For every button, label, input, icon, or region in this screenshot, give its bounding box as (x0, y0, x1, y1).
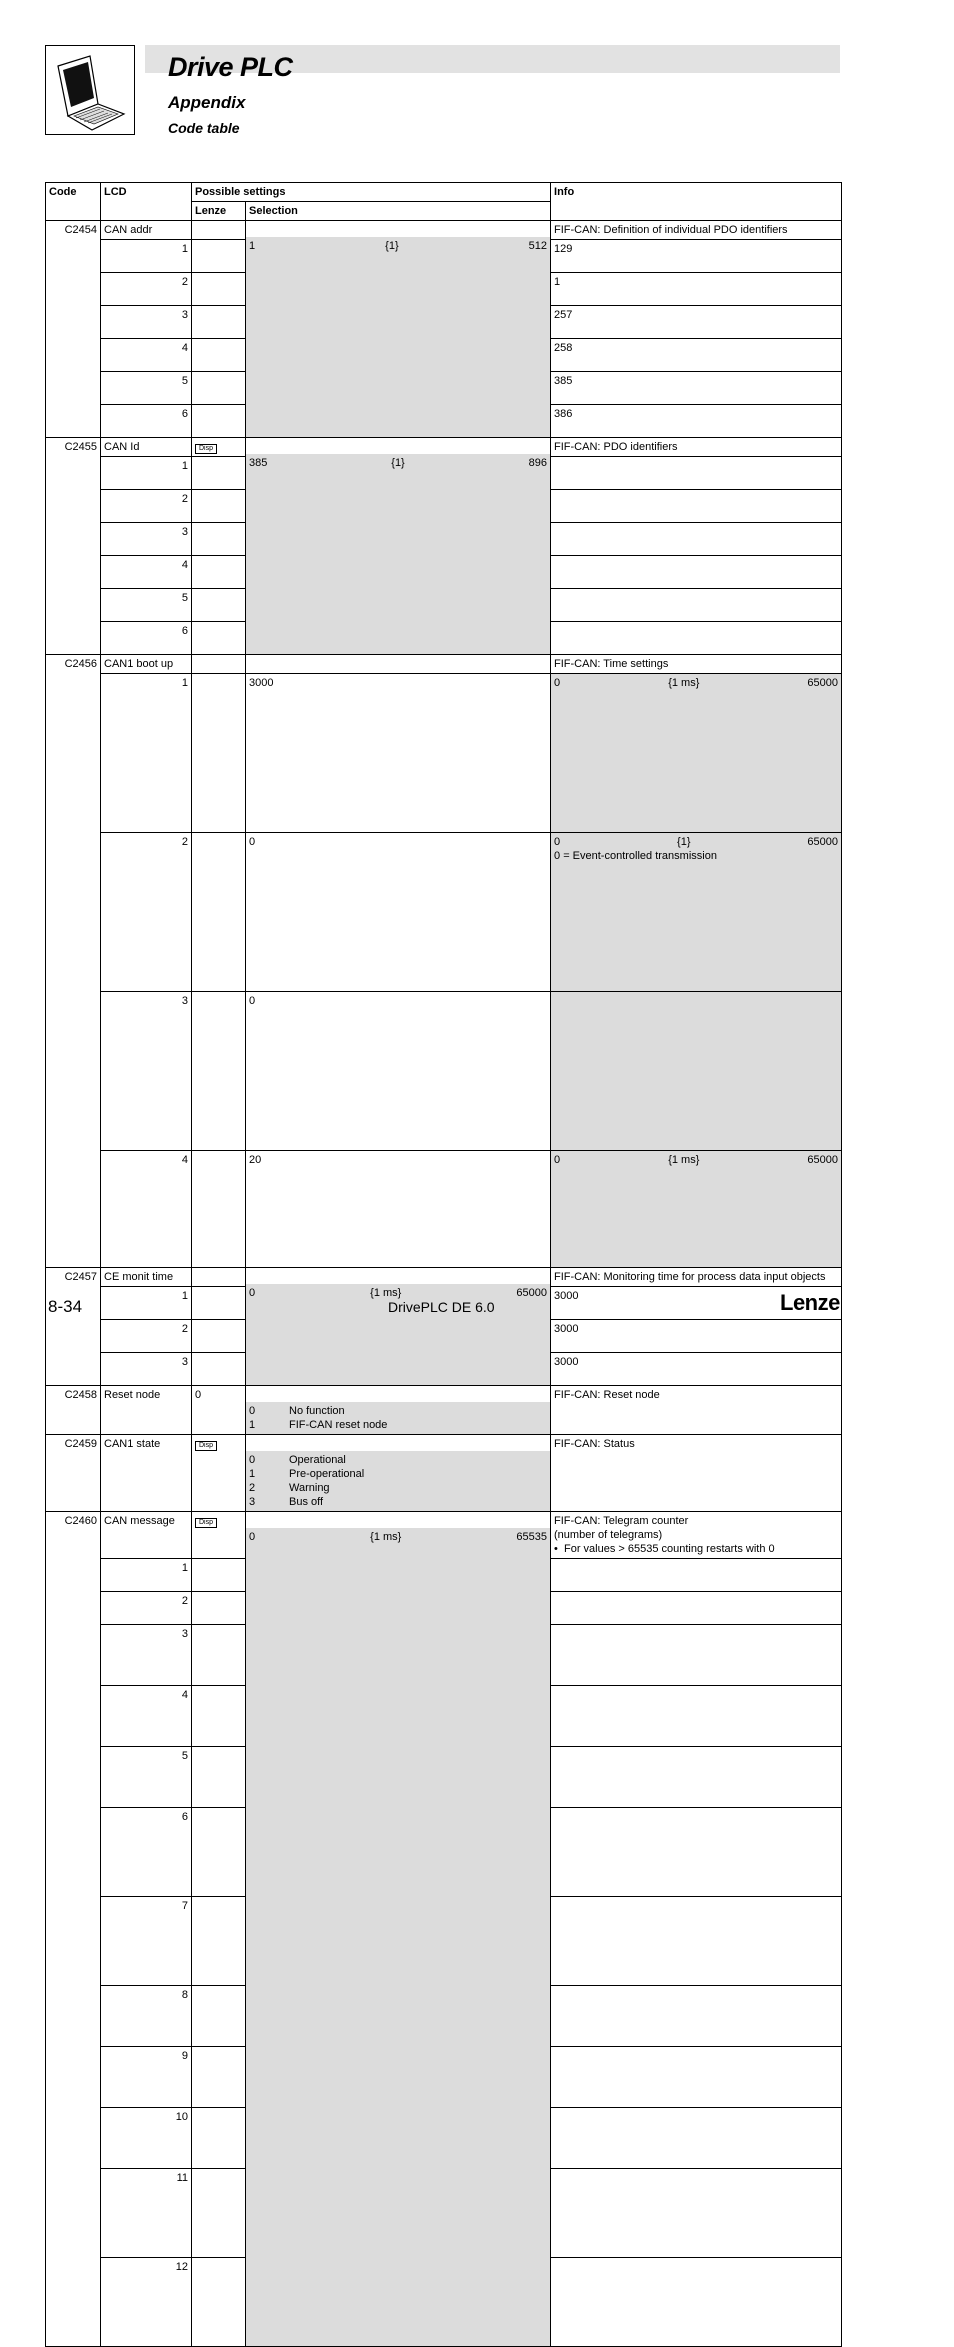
subcode-lenze (551, 1808, 842, 1897)
subcode-lcd (192, 2169, 246, 2258)
subcode-selection (551, 674, 842, 833)
subcode-index: 9 (101, 2047, 192, 2108)
subcode-lenze (551, 2169, 842, 2258)
info-cell (551, 1268, 842, 1287)
range-max: 65000 (807, 836, 839, 848)
lcd-cell: CE monit time (101, 1268, 192, 1287)
selection-cell (246, 438, 551, 655)
option-value: 3 (249, 1496, 256, 1508)
subcode-lcd (192, 1808, 246, 1897)
subcode-lcd (192, 1353, 246, 1386)
subcode-lenze: 385 (551, 372, 842, 405)
subcode-lcd (192, 1287, 246, 1320)
option-label: FIF-CAN reset node (289, 1419, 388, 1431)
selection-cell (246, 1435, 551, 1512)
header-selection: Selection (246, 202, 551, 221)
code-cell: C2456 (46, 655, 101, 1268)
selection-option (249, 1467, 547, 1481)
selection-option (249, 1418, 547, 1432)
selection-range (554, 676, 838, 690)
code-cell: C2455 (46, 438, 101, 655)
subcode-lcd (192, 589, 246, 622)
subcode-lcd (192, 490, 246, 523)
selection-range (249, 1286, 547, 1300)
subcode-lenze: 0 (246, 833, 551, 992)
info-cell (551, 438, 842, 457)
table-header-row (46, 183, 842, 202)
option-value: 2 (249, 1482, 256, 1494)
subcode-index: 2 (101, 273, 192, 306)
code-row-c2459 (46, 1435, 842, 1512)
subcode-index: 3 (101, 992, 192, 1151)
option-value: 1 (249, 1419, 256, 1431)
selection-option (249, 1495, 547, 1509)
option-value: 0 (249, 1405, 256, 1417)
subcode-index: 11 (101, 2169, 192, 2258)
subcode-lenze (551, 622, 842, 655)
header-info: Info (551, 183, 842, 221)
subcode-lenze (551, 2258, 842, 2347)
range-step: {1} (677, 836, 691, 848)
info-text: FIF-CAN: Reset node (554, 1389, 660, 1401)
subcode-lenze (551, 1747, 842, 1808)
subcode-index: 10 (101, 2108, 192, 2169)
code-row-c2455 (46, 438, 842, 457)
subcode-index: 3 (101, 523, 192, 556)
subcode-index: 5 (101, 372, 192, 405)
subcode-index: 8 (101, 1986, 192, 2047)
subcode-index: 1 (101, 674, 192, 833)
subcode-lenze (551, 589, 842, 622)
info-cell (551, 1512, 842, 1559)
option-label: Operational (289, 1454, 346, 1466)
laptop-icon (45, 45, 135, 135)
subcode-lenze (551, 490, 842, 523)
subcode-index: 6 (101, 405, 192, 438)
subcode-lcd (192, 1897, 246, 1986)
disp-badge: Disp (195, 1441, 217, 1451)
selection-option (249, 1404, 547, 1418)
range-max: 896 (528, 457, 547, 469)
subcode-lcd (192, 674, 246, 833)
bullet-text: For values > 65535 counting restarts with 0 (563, 1543, 775, 1555)
info-text: FIF-CAN: Time settings (554, 658, 669, 670)
lcd-cell: CAN1 boot up (101, 655, 192, 674)
selection-shade (246, 237, 550, 255)
disp-badge: Disp (195, 444, 217, 454)
range-min: 0 (249, 1531, 256, 1543)
info-text: FIF-CAN: Telegram counter (554, 1515, 689, 1527)
subcode-lcd (192, 1592, 246, 1625)
subcode-lcd (192, 457, 246, 490)
option-value: 1 (249, 1468, 256, 1480)
subcode-lcd (192, 405, 246, 438)
subcode-lenze: 386 (551, 405, 842, 438)
range-min: 1 (249, 240, 256, 252)
subcode-index: 5 (101, 589, 192, 622)
document-title: Drive PLC (168, 52, 293, 82)
subcode-lcd (192, 622, 246, 655)
code-cell: C2458 (46, 1386, 101, 1435)
info-extra: (number of telegrams) (554, 1529, 663, 1541)
info-text: FIF-CAN: Status (554, 1438, 635, 1450)
lenze-cell (192, 1435, 246, 1512)
info-cell (551, 221, 842, 240)
subcode-index: 3 (101, 306, 192, 339)
range-min: 0 (554, 1154, 561, 1166)
subcode-lcd (192, 556, 246, 589)
subcode-index: 4 (101, 1686, 192, 1747)
lcd-cell: CAN addr (101, 221, 192, 240)
range-step: {1} (391, 457, 405, 469)
subsection-title: Code table (168, 120, 240, 136)
selection-cell (246, 1512, 551, 2347)
subcode-lcd (192, 1151, 246, 1268)
page-number: 8-34 (48, 1297, 83, 1316)
subcode-lenze: 0 (246, 992, 551, 1151)
selection-range (554, 1153, 838, 1167)
info-text: FIF-CAN: Monitoring time for process data input objects (554, 1271, 826, 1283)
subcode-lcd (192, 1320, 246, 1353)
code-row-c2458 (46, 1386, 842, 1435)
selection-option (249, 1453, 547, 1467)
subcode-lcd (192, 1559, 246, 1592)
selection-shade (246, 454, 550, 472)
subcode-index: 2 (101, 490, 192, 523)
code-cell: C2457 (46, 1268, 101, 1386)
lcd-cell: CAN Id (101, 438, 192, 457)
range-min: 385 (249, 457, 268, 469)
subcode-index: 1 (101, 457, 192, 490)
selection-range (249, 456, 547, 470)
subcode-index: 3 (101, 1353, 192, 1386)
subcode-lenze (551, 1625, 842, 1686)
subcode-index: 5 (101, 1747, 192, 1808)
subcode-lcd (192, 1686, 246, 1747)
subcode-lenze (551, 1592, 842, 1625)
subcode-index: 4 (101, 339, 192, 372)
subcode-index: 7 (101, 1897, 192, 1986)
selection-cell (246, 655, 551, 674)
subcode-lenze: 3000 (551, 1320, 842, 1353)
lenze-cell (192, 438, 246, 457)
range-min: 0 (554, 836, 561, 848)
subcode-lcd (192, 273, 246, 306)
header-possible-settings: Possible settings (192, 183, 551, 202)
lenze-cell (192, 221, 246, 240)
selection-cell (246, 1268, 551, 1386)
range-step: {1 ms} (668, 677, 700, 689)
info-cell (551, 1386, 842, 1435)
subcode-lenze: 3000 (551, 1353, 842, 1386)
code-row-c2457 (46, 1268, 842, 1287)
subcode-lcd (192, 2047, 246, 2108)
subcode-lcd (192, 1986, 246, 2047)
subcode-lenze (551, 457, 842, 490)
option-label: Warning (289, 1482, 330, 1494)
selection-shade (246, 1528, 550, 1546)
header-lcd: LCD (101, 183, 192, 221)
subcode-index: 3 (101, 1625, 192, 1686)
subcode-index: 12 (101, 2258, 192, 2347)
selection-range (249, 239, 547, 253)
document-id: DrivePLC DE 6.0 (388, 1299, 495, 1315)
subcode-lenze: 20 (246, 1151, 551, 1268)
lenze-cell: 0 (192, 1386, 246, 1435)
range-max: 65000 (516, 1287, 547, 1299)
subcode-lenze (551, 2108, 842, 2169)
subcode-lcd (192, 523, 246, 556)
bullet-icon: • (554, 1543, 564, 1555)
subcode-lcd (192, 2108, 246, 2169)
code-row-c2454 (46, 221, 842, 240)
range-max: 512 (528, 240, 548, 252)
subcode-selection (551, 1151, 842, 1268)
subcode-lenze (551, 523, 842, 556)
subcode-lenze: 129 (551, 240, 842, 273)
subcode-index: 2 (101, 1592, 192, 1625)
range-step: {1 ms} (370, 1531, 402, 1543)
disp-badge: Disp (195, 1518, 217, 1528)
subcode-lenze (551, 1986, 842, 2047)
subcode-lenze: 3000 (246, 674, 551, 833)
lenze-cell (192, 655, 246, 674)
subcode-lenze (551, 1686, 842, 1747)
option-label: No function (289, 1405, 345, 1417)
subcode-row (46, 1151, 842, 1268)
range-step: {1 ms} (370, 1287, 402, 1299)
subcode-selection (551, 992, 842, 1151)
subcode-lcd (192, 992, 246, 1151)
header-lenze: Lenze (192, 202, 246, 221)
subcode-lcd (192, 833, 246, 992)
option-label: Pre-operational (289, 1468, 365, 1480)
subcode-index: 2 (101, 1320, 192, 1353)
subcode-lcd (192, 306, 246, 339)
subcode-lcd (192, 240, 246, 273)
lcd-cell: CAN message (101, 1512, 192, 1559)
selection-cell (246, 1386, 551, 1435)
subcode-lenze (551, 1897, 842, 1986)
subcode-lcd (192, 372, 246, 405)
subcode-index: 2 (101, 833, 192, 992)
info-text: FIF-CAN: PDO identifiers (554, 441, 678, 453)
range-step: {1} (385, 240, 399, 252)
lenze-cell (192, 1512, 246, 1559)
code-row-c2456 (46, 655, 842, 674)
lenze-cell (192, 1268, 246, 1287)
range-max: 65000 (807, 1154, 839, 1166)
subcode-lcd (192, 339, 246, 372)
subcode-lenze: 1 (551, 273, 842, 306)
option-value: 0 (249, 1454, 256, 1466)
info-cell (551, 655, 842, 674)
subcode-selection (551, 833, 842, 992)
subcode-index: 4 (101, 1151, 192, 1268)
subcode-lcd (192, 1625, 246, 1686)
range-max: 65000 (807, 677, 839, 689)
subcode-lenze (551, 2047, 842, 2108)
code-table (45, 182, 842, 2347)
subcode-index: 1 (101, 1287, 192, 1320)
subcode-lenze: 258 (551, 339, 842, 372)
subcode-lcd (192, 1747, 246, 1808)
section-title: Appendix (168, 93, 246, 112)
code-cell: C2454 (46, 221, 101, 438)
lcd-cell: CAN1 state (101, 1435, 192, 1512)
subcode-lenze: 257 (551, 306, 842, 339)
selection-shade (246, 1451, 550, 1511)
info-text: FIF-CAN: Definition of individual PDO identifiers (554, 224, 788, 236)
subcode-row (46, 833, 842, 992)
subcode-lenze (551, 556, 842, 589)
header-code: Code (46, 183, 101, 221)
info-cell (551, 1435, 842, 1512)
option-label: Bus off (289, 1496, 324, 1508)
subcode-row (46, 674, 842, 833)
subcode-lenze: 3000 (551, 1287, 842, 1320)
subcode-lenze (551, 1559, 842, 1592)
selection-cell (246, 221, 551, 438)
lcd-cell: Reset node (101, 1386, 192, 1435)
subcode-lcd (192, 2258, 246, 2347)
lenze-logo: Lenze (780, 1290, 840, 1315)
selection-note: 0 = Event-controlled transmission (554, 850, 717, 862)
subcode-index: 1 (101, 240, 192, 273)
subcode-index: 1 (101, 1559, 192, 1592)
range-min: 0 (554, 677, 561, 689)
selection-shade (246, 1402, 550, 1434)
subcode-row (46, 992, 842, 1151)
range-min: 0 (249, 1287, 256, 1299)
selection-range (249, 1530, 547, 1544)
code-cell: C2459 (46, 1435, 101, 1512)
code-cell: C2460 (46, 1512, 101, 2347)
range-max: 65535 (516, 1531, 547, 1543)
selection-range (554, 835, 838, 849)
info-bullet (554, 1542, 838, 1556)
range-step: {1 ms} (668, 1154, 700, 1166)
subcode-index: 6 (101, 622, 192, 655)
selection-option (249, 1481, 547, 1495)
subcode-index: 6 (101, 1808, 192, 1897)
subcode-index: 4 (101, 556, 192, 589)
code-row-c2460 (46, 1512, 842, 1559)
